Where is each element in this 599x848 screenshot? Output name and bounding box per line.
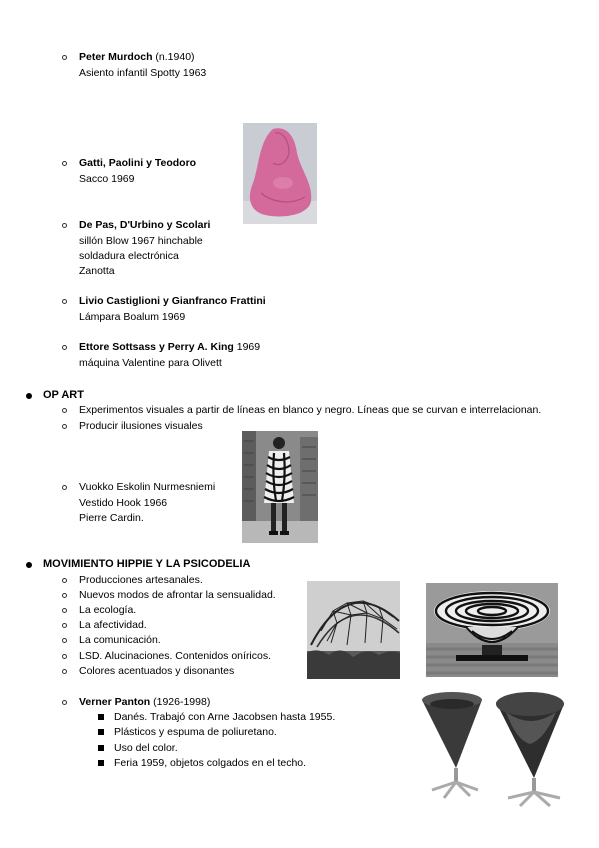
op-art-chair-photo (426, 583, 558, 677)
circle-bullet-icon (62, 638, 67, 643)
list-item: La comunicación. (79, 634, 161, 646)
list-item: Nuevos modos de afrontar la sensualidad. (79, 589, 276, 601)
op-art-example-line: Vuokko Eskolin Nurmesniemi (79, 481, 216, 493)
sub-list-item: Feria 1959, objetos colgados en el techo. (114, 757, 307, 769)
square-bullet-icon (98, 745, 104, 751)
square-bullet-icon (98, 714, 104, 720)
circle-bullet-icon (62, 608, 67, 613)
list-item: Producciones artesanales. (79, 574, 203, 586)
designer-entry (79, 218, 210, 233)
sub-list-item: Danés. Trabajó con Arne Jacobsen hasta 1955. (114, 711, 336, 723)
designer-detail: sillón Blow 1967 hinchable (79, 235, 203, 247)
list-item: La afectividad. (79, 619, 147, 631)
section-bullet-icon (26, 393, 32, 399)
circle-bullet-icon (62, 299, 67, 304)
designer-detail: soldadura electrónica (79, 250, 179, 262)
section-bullet-icon (26, 562, 32, 568)
circle-bullet-icon (62, 345, 67, 350)
designer-name: Peter Murdoch (79, 51, 153, 63)
section-heading: OP ART (43, 389, 84, 401)
circle-bullet-icon (62, 669, 67, 674)
circle-bullet-icon (62, 654, 67, 659)
square-bullet-icon (98, 729, 104, 735)
designer-suffix: 1969 (233, 341, 261, 353)
designer-name: Gatti, Paolini y Teodoro (79, 157, 197, 169)
circle-bullet-icon (62, 424, 67, 429)
circle-bullet-icon (62, 223, 67, 228)
designer-suffix: (n.1940) (152, 51, 195, 63)
circle-bullet-icon (62, 408, 67, 413)
panton-entry (79, 695, 210, 710)
panton-cone-chairs-photo (416, 688, 570, 808)
list-item: Producir ilusiones visuales (79, 420, 203, 432)
designer-name: Livio Castiglioni y Gianfranco Frattini (79, 295, 266, 307)
designer-detail: Zanotta (79, 265, 115, 277)
section-heading: MOVIMIENTO HIPPIE Y LA PSICODELIA (43, 558, 251, 570)
list-item: La ecología. (79, 604, 137, 616)
designer-entry (79, 294, 266, 309)
designer-name: Verner Panton (79, 696, 151, 708)
designer-detail: máquina Valentine para Olivett (79, 357, 222, 369)
geodesic-dome-photo (307, 581, 400, 679)
designer-years: (1926-1998) (150, 696, 211, 708)
circle-bullet-icon (62, 623, 67, 628)
designer-entry (79, 50, 195, 65)
square-bullet-icon (98, 760, 104, 766)
op-art-example-line: Pierre Cardin. (79, 512, 144, 524)
list-item: Colores acentuados y disonantes (79, 665, 235, 677)
sacco-chair-image (243, 123, 317, 224)
circle-bullet-icon (62, 485, 67, 490)
op-art-example-line: Vestido Hook 1966 (79, 497, 168, 509)
designer-entry (79, 340, 260, 355)
circle-bullet-icon (62, 55, 67, 60)
sub-list-item: Uso del color. (114, 742, 178, 754)
designer-detail: Sacco 1969 (79, 173, 135, 185)
designer-name: De Pas, D'Urbino y Scolari (79, 219, 211, 231)
list-item: Experimentos visuales a partir de líneas en blanco y negro. Líneas que se curvan e interrelacionan. (79, 404, 542, 416)
designer-entry (79, 156, 196, 171)
op-art-dress-photo (242, 431, 318, 543)
sub-list-item: Plásticos y espuma de poliuretano. (114, 726, 277, 738)
designer-detail: Lámpara Boalum 1969 (79, 311, 186, 323)
circle-bullet-icon (62, 593, 67, 598)
circle-bullet-icon (62, 161, 67, 166)
list-item: LSD. Alucinaciones. Contenidos oníricos. (79, 650, 272, 662)
circle-bullet-icon (62, 700, 67, 705)
circle-bullet-icon (62, 578, 67, 583)
designer-detail: Asiento infantil Spotty 1963 (79, 67, 207, 79)
designer-name: Ettore Sottsass y Perry A. King (79, 341, 234, 353)
